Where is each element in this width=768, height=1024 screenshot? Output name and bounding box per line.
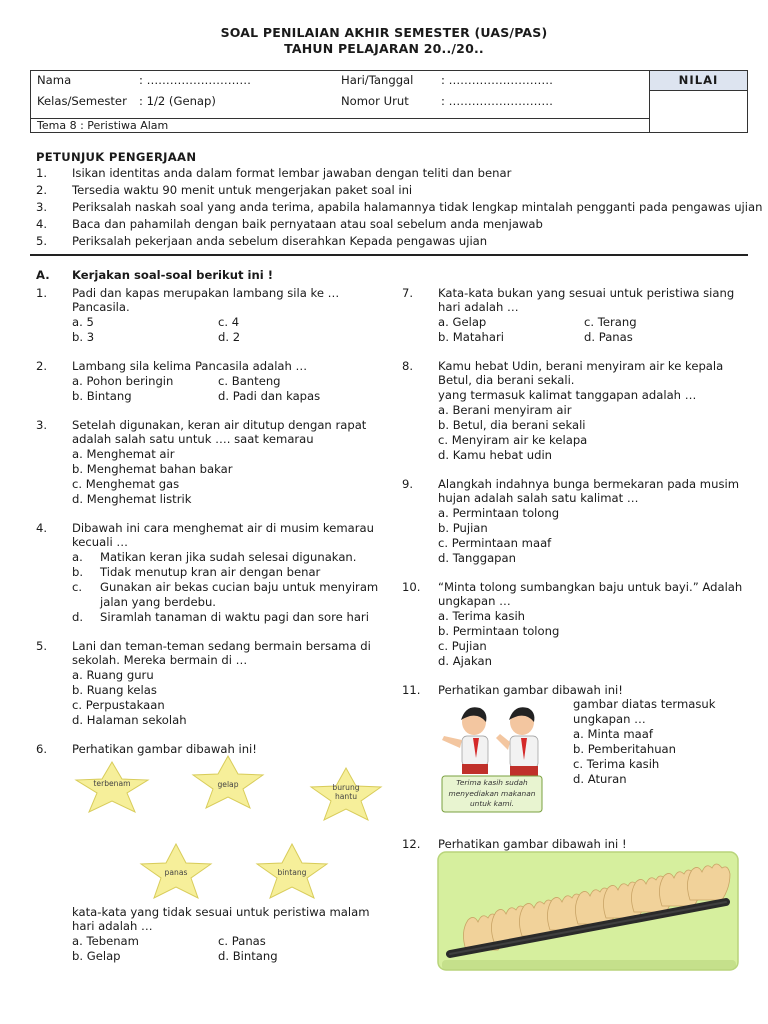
question-text: ungkapan … [438,594,511,608]
instruction-number: 5. [36,234,48,248]
option-a[interactable]: a. Berani menyiram air [438,403,572,417]
option-d[interactable]: d. Aturan [573,772,627,786]
option-b-letter: b. [72,565,84,579]
question-text: Perhatikan gambar dibawah ini ! [438,837,627,851]
question-number: 5. [36,639,48,653]
question-text: Dibawah ini cara menghemat air di musim kemarau [72,521,374,535]
question-text: ungkapan … [573,712,646,726]
option-a[interactable]: a. Terima kasih [438,609,526,623]
tema-cell: Tema 8 : Peristiwa Alam [31,119,650,133]
question-number: 12. [402,837,421,851]
star-label: gelap [217,780,239,789]
star-card [188,754,268,810]
instruction-number: 2. [36,183,48,197]
option-b[interactable]: b. 3 [72,330,95,344]
instruction-number: 1. [36,166,48,180]
question-text: Alangkah indahnya bunga bermekaran pada musim [438,477,740,491]
section-divider [30,254,748,256]
option-a[interactable]: a. 5 [72,315,94,329]
students-thanks-picture [436,700,566,820]
question-text: Perhatikan gambar dibawah ini! [438,683,623,697]
question-text: Perhatikan gambar dibawah ini! [72,742,257,756]
question-number: 11. [402,683,421,697]
question-text: hari adalah … [438,300,519,314]
question-text: Pancasila. [72,300,130,314]
option-b[interactable]: Tidak menutup kran air dengan benar [100,565,321,579]
question-number: 1. [36,286,48,300]
kelas-label: Kelas/Semester [37,93,127,108]
option-c[interactable]: Gunakan air bekas cucian baju untuk menyiram [100,580,379,594]
option-c-cont[interactable]: jalan yang berdebu. [100,595,216,609]
option-c-letter: c. [72,580,83,594]
question-text: kata-kata yang tidak sesuai untuk peristiwa malam [72,905,370,919]
question-number: 3. [36,418,48,432]
option-d[interactable]: d. Padi dan kapas [218,389,321,403]
option-b[interactable]: b. Bintang [72,389,132,403]
question-text: Betul, dia berani sekali. [438,373,575,387]
option-d[interactable]: d. Bintang [218,949,278,963]
question-text: kecuali … [72,535,128,549]
question-text: gambar diatas termasuk [573,697,716,711]
option-a[interactable]: a. Menghemat air [72,447,175,461]
question-number: 4. [36,521,48,535]
option-c[interactable]: c. 4 [218,315,240,329]
option-a[interactable]: a. Permintaan tolong [438,506,560,520]
instruction-text: Isikan identitas anda dalam format lembar jawaban dengan teliti dan benar [72,166,512,180]
star-label: terbenam [93,779,131,788]
option-d[interactable]: d. Ajakan [438,654,492,668]
option-d[interactable]: Siramlah tanaman di waktu pagi dan sore hari [100,610,369,624]
option-c[interactable]: c. Pujian [438,639,487,653]
section-heading: Kerjakan soal-soal berikut ini ! [72,268,274,282]
instruction-text: Periksalah naskah soal yang anda terima, apabila halamannya tidak lengkap mintalah pengganti pada pengawas ujian [72,200,763,214]
question-number: 8. [402,359,414,373]
instructions-heading: PETUNJUK PENGERJAAN [36,150,197,164]
identity-row-1 [31,71,650,91]
star-card [252,842,332,900]
option-b[interactable]: b. Matahari [438,330,504,344]
instruction-number: 3. [36,200,48,214]
instruction-text: Tersedia waktu 90 menit untuk mengerjakan paket soal ini [72,183,413,197]
question-text: Padi dan kapas merupakan lambang sila ke … [72,286,340,300]
nama-field[interactable]: : ……………………… [139,73,251,87]
option-a[interactable]: a. Gelap [438,315,487,329]
option-c[interactable]: c. Menghemat gas [72,477,180,491]
option-c[interactable]: c. Permintaan maaf [438,536,552,550]
option-d-letter: d. [72,610,84,624]
option-c[interactable]: c. Terima kasih [573,757,660,771]
nama-label: Nama [37,73,72,87]
hari-label: Hari/Tanggal [341,73,414,87]
section-letter: A. [36,268,50,282]
option-a[interactable]: a. Tebenam [72,934,139,948]
question-text: “Minta tolong sumbangkan baju untuk bayi.” Adalah [438,580,743,594]
option-b[interactable]: b. Permintaan tolong [438,624,560,638]
instruction-text: Periksalah pekerjaan anda sebelum diserahkan Kepada pengawas ujian [72,234,488,248]
option-a[interactable]: a. Minta maaf [573,727,653,741]
option-c[interactable]: c. Perpustakaan [72,698,165,712]
question-text: sekolah. Mereka bermain di … [72,653,248,667]
question-text: hari adalah … [72,919,153,933]
nilai-header: NILAI [650,71,748,91]
hari-field[interactable]: : ……………………… [441,73,553,87]
option-d[interactable]: d. Halaman sekolah [72,713,187,727]
picture-caption: Terima kasih sudah menyediakan makanan untuk kami. [448,778,536,808]
option-c[interactable]: c. Banteng [218,374,281,388]
option-a[interactable]: Matikan keran jika sudah selesai digunakan. [100,550,357,564]
star-card [70,760,154,814]
option-d[interactable]: d. Kamu hebat udin [438,448,553,462]
question-text: yang termasuk kalimat tanggapan adalah … [438,388,697,402]
question-text: Kata-kata bukan yang sesuai untuk peristiwa siang [438,286,735,300]
kelas-value: : 1/2 (Genap) [139,93,216,108]
option-b[interactable]: b. Ruang kelas [72,683,157,697]
option-d[interactable]: d. 2 [218,330,241,344]
question-number: 7. [402,286,414,300]
option-b[interactable]: b. Pemberitahuan [573,742,677,756]
identity-row-2 [31,91,650,119]
identity-table [30,70,748,133]
hands-bar-picture [436,850,740,974]
star-label: panas [164,868,188,877]
option-a-letter: a. [72,550,83,564]
question-number: 9. [402,477,414,491]
question-number: 2. [36,359,48,373]
option-c[interactable]: c. Menyiram air ke kelapa [438,433,588,447]
question-text: Setelah digunakan, keran air ditutup dengan rapat [72,418,367,432]
question-number: 10. [402,580,421,594]
exam-title: SOAL PENILAIAN AKHIR SEMESTER (UAS/PAS) [220,25,548,40]
option-b[interactable]: b. Pujian [438,521,488,535]
option-a[interactable]: a. Ruang guru [72,668,154,682]
option-c[interactable]: c. Panas [218,934,266,948]
instruction-text: Baca dan pahamilah dengan baik pernyataan atau soal sebelum anda menjawab [72,217,543,231]
question-text: adalah salah satu untuk …. saat kemarau [72,432,314,446]
option-b[interactable]: b. Betul, dia berani sekali [438,418,586,432]
option-b[interactable]: b. Menghemat bahan bakar [72,462,233,476]
question-text: Kamu hebat Udin, berani menyiram air ke kepala [438,359,724,373]
exam-year: TAHUN PELAJARAN 20../20.. [284,41,484,56]
hands-on-bar-illustration [436,850,740,974]
option-b[interactable]: b. Gelap [72,949,121,963]
option-c[interactable]: c. Terang [584,315,637,329]
question-number: 6. [36,742,48,756]
question-text: Lani dan teman-teman sedang bermain bersama di [72,639,371,653]
star-label: bintang [277,868,307,877]
option-d[interactable]: d. Tanggapan [438,551,516,565]
option-a[interactable]: a. Pohon beringin [72,374,174,388]
option-d[interactable]: d. Panas [584,330,633,344]
nomor-field[interactable]: : ……………………… [441,93,553,108]
star-label: burung hantu [332,783,360,801]
question-text: hujan adalah salah satu kalimat … [438,491,639,505]
instruction-number: 4. [36,217,48,231]
nomor-label: Nomor Urut [341,93,409,108]
question-text: Lambang sila kelima Pancasila adalah … [72,359,308,373]
star-card [136,842,216,900]
option-d[interactable]: d. Menghemat listrik [72,492,192,506]
nilai-box[interactable] [650,91,748,133]
star-card [306,766,386,822]
